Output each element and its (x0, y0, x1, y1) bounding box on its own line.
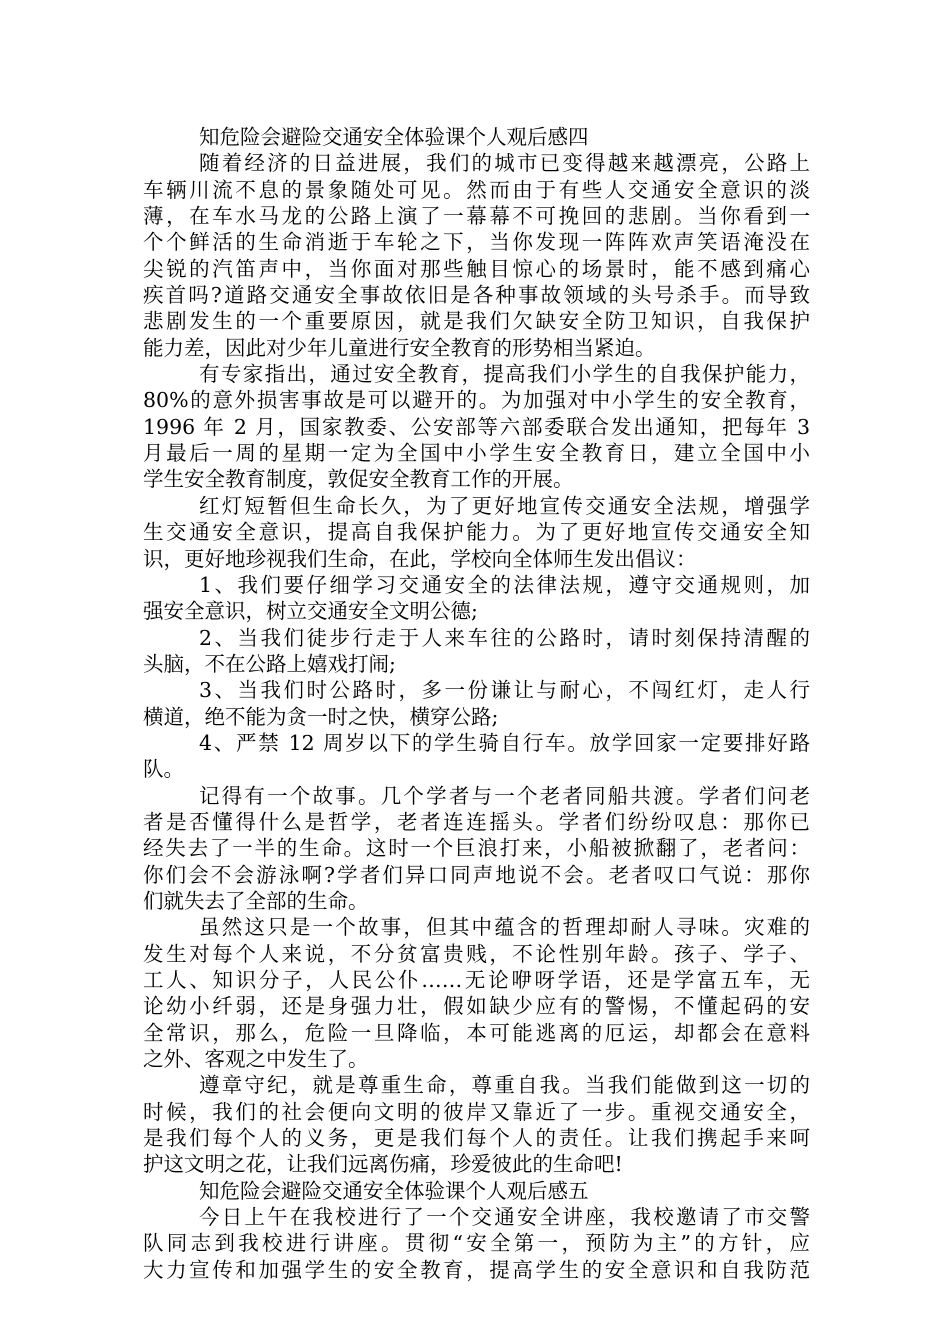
paragraph-line: 你们会不会游泳啊?学者们异口同声地说不会。老者叹口气说：那你 (143, 862, 810, 887)
paragraph-line: 有专家指出，通过安全教育，提高我们小学生的自我保护能力， (199, 362, 810, 387)
paragraph-line: 80%的意外损害事故是可以避开的。为加强对中小学生的安全教育， (143, 388, 810, 413)
list-item-line: 3、当我们时公路时，多一份谦让与耐心，不闯红灯，走人行 (199, 678, 810, 703)
paragraph-line: 个个鲜活的生命消逝于车轮之下，当你发现一阵阵欢声笑语淹没在 (143, 230, 810, 255)
paragraph-line: 随着经济的日益进展，我们的城市已变得越来越漂亮，公路上 (199, 151, 810, 176)
paragraph-line: 发生对每个人来说，不分贫富贵贱，不论性别年龄。孩子、学子、 (143, 941, 810, 966)
paragraph-line: 经失去了一半的生命。这时一个巨浪打来，小船被掀翻了，老者问： (143, 836, 810, 861)
paragraph-line: 红灯短暂但生命长久，为了更好地宣传交通安全法规，增强学 (199, 493, 810, 518)
list-item-line: 横道，绝不能为贪一时之快，横穿公路; (143, 704, 499, 729)
section-heading-5: 知危险会避险交通安全体验课个人观后感五 (199, 1178, 589, 1203)
paragraph-line: 月最后一周的星期一定为全国中小学生安全教育日，建立全国中小 (143, 441, 810, 466)
paragraph-line: 能力差，因此对少年儿童进行安全教育的形势相当紧迫。 (143, 335, 656, 360)
paragraph-line: 们就失去了全部的生命。 (143, 888, 369, 913)
paragraph-line: 记得有一个故事。几个学者与一个老者同船共渡。学者们问老 (199, 783, 810, 808)
paragraph-line: 尖锐的汽笛声中，当你面对那些触目惊心的场景时，能不感到痛心 (143, 256, 810, 281)
paragraph-line: 工人、知识分子，人民公仆……无论咿呀学语，还是学富五车，无 (143, 968, 810, 992)
paragraph-line: 悲剧发生的一个重要原因，就是我们欠缺安全防卫知识，自我保护 (143, 309, 810, 334)
paragraph-line: 薄，在车水马龙的公路上演了一幕幕不可挽回的悲剧。当你看到一 (143, 204, 810, 229)
paragraph-line: 虽然这只是一个故事，但其中蕴含的哲理却耐人寻味。灾难的 (199, 915, 810, 940)
paragraph-line: 大力宣传和加强学生的安全教育，提高学生的安全意识和自我防范 (143, 1257, 810, 1282)
section-heading-4: 知危险会避险交通安全体验课个人观后感四 (199, 125, 589, 149)
document-page (143, 124, 810, 1283)
paragraph-line: 车辆川流不息的景象随处可见。然而由于有些人交通安全意识的淡 (143, 177, 810, 202)
paragraph-line: 疾首吗?道路交通安全事故依旧是各种事故领域的头号杀手。而导致 (143, 283, 810, 308)
paragraph-line: 时候，我们的社会便向文明的彼岸又靠近了一步。重视交通安全， (143, 1099, 810, 1124)
paragraph-line: 之外、客观之中发生了。 (143, 1047, 369, 1072)
paragraph-line: 生交通安全意识，提高自我保护能力。为了更好地宣传交通安全知 (143, 520, 810, 545)
paragraph-line: 全常识，那么，危险一旦降临，本可能逃离的厄运，却都会在意料 (143, 1020, 810, 1045)
list-item-line: 强安全意识，树立交通安全文明公德; (143, 599, 478, 624)
list-item-line: 头脑，不在公路上嬉戏打闹; (143, 651, 396, 676)
paragraph-line: 是我们每个人的义务，更是我们每个人的责任。让我们携起手来呵 (143, 1126, 810, 1151)
paragraph-line: 遵章守纪，就是尊重生命，尊重自我。当我们能做到这一切的 (199, 1073, 810, 1098)
paragraph-line: 论幼小纤弱，还是身强力壮，假如缺少应有的警惕，不懂起码的安 (143, 994, 810, 1019)
list-item-line: 1、我们要仔细学习交通安全的法律法规，遵守交通规则，加 (199, 572, 810, 597)
paragraph-line: 识，更好地珍视我们生命，在此，学校向全体师生发出倡议： (143, 546, 697, 571)
list-item-line: 队。 (143, 757, 184, 782)
paragraph-line: 护这文明之花，让我们远离伤痛，珍爱彼此的生命吧! (143, 1152, 623, 1177)
paragraph-line: 者是否懂得什么是哲学，老者连连摇头。学者们纷纷叹息：那你已 (143, 809, 810, 834)
list-item-line: 4、严禁 12 周岁以下的学生骑自行车。放学回家一定要排好路 (199, 730, 810, 755)
paragraph-line: 学生安全教育制度，敦促安全教育工作的开展。 (143, 467, 574, 492)
paragraph-line: 1996 年 2 月，国家教委、公安部等六部委联合发出通知，把每年 3 (143, 414, 810, 439)
paragraph-line: 今日上午在我校进行了一个交通安全讲座，我校邀请了市交警 (199, 1205, 810, 1230)
paragraph-line: 队同志到我校进行讲座。贯彻“安全第一，预防为主”的方针，应 (143, 1231, 810, 1256)
list-item-line: 2、当我们徒步行走于人来车往的公路时，请时刻保持清醒的 (199, 625, 810, 650)
